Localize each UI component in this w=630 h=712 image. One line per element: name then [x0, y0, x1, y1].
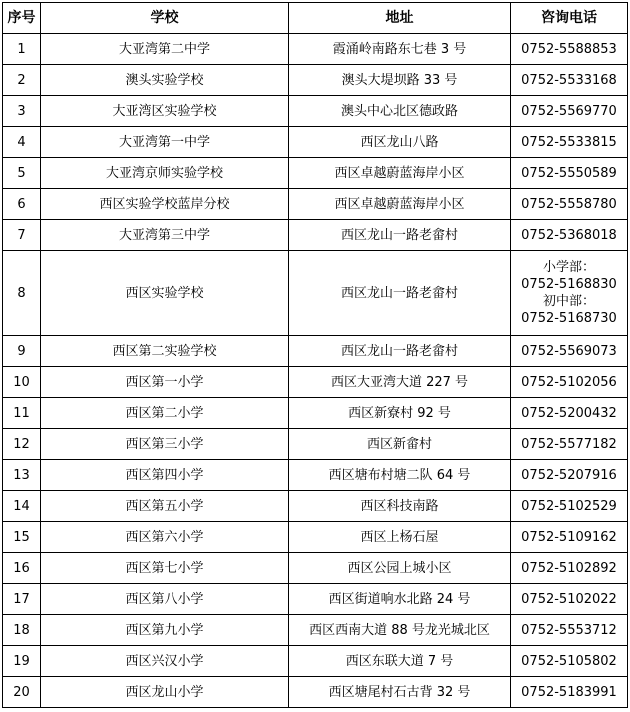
- table-row: [3, 34, 628, 65]
- phone-cell: [511, 615, 628, 646]
- row-number: 9: [3, 336, 41, 367]
- header-phone: 咨询电话: [511, 3, 628, 34]
- phone-cell: [511, 398, 628, 429]
- row-number: 17: [3, 584, 41, 615]
- table-row: [3, 646, 628, 677]
- school-address: 西区龙山一路老畲村: [289, 220, 511, 251]
- phone-number: 0752-5558780: [521, 196, 617, 212]
- school-address: 西区龙山八路: [289, 127, 511, 158]
- phone-number: 0752-5183991: [521, 684, 617, 700]
- table-row: [3, 584, 628, 615]
- table-row: [3, 429, 628, 460]
- phone-number: 0752-5550589: [521, 165, 617, 181]
- phone-cell: [511, 189, 628, 220]
- header-number: 序号: [3, 3, 41, 34]
- phone-cell: [511, 677, 628, 708]
- phone-cell: [511, 429, 628, 460]
- table-row: [3, 189, 628, 220]
- school-name: 大亚湾第一中学: [41, 127, 289, 158]
- row-number: 11: [3, 398, 41, 429]
- phone-number: 0752-5368018: [521, 227, 617, 243]
- row-number: 8: [3, 251, 41, 336]
- school-name: 西区第四小学: [41, 460, 289, 491]
- phone-number: 0752-5207916: [521, 467, 617, 483]
- phone-cell: [511, 491, 628, 522]
- school-name: 西区第一小学: [41, 367, 289, 398]
- table-row: [3, 336, 628, 367]
- phone-cell: [511, 522, 628, 553]
- row-number: 14: [3, 491, 41, 522]
- phone-cell: [511, 220, 628, 251]
- table-row: [3, 553, 628, 584]
- school-name: 西区第五小学: [41, 491, 289, 522]
- table-row: [3, 158, 628, 189]
- phone-cell: [511, 127, 628, 158]
- school-address: 西区街道响水北路 24 号: [289, 584, 511, 615]
- school-address: 澳头大堤坝路 33 号: [289, 65, 511, 96]
- school-name: 西区第二实验学校: [41, 336, 289, 367]
- row-number: 16: [3, 553, 41, 584]
- school-name: 西区第二小学: [41, 398, 289, 429]
- row-number: 15: [3, 522, 41, 553]
- phone-number: 0752-5553712: [521, 622, 617, 638]
- school-name: 大亚湾京师实验学校: [41, 158, 289, 189]
- phone-cell: [511, 96, 628, 127]
- school-name: 西区第六小学: [41, 522, 289, 553]
- row-number: 1: [3, 34, 41, 65]
- school-table: [2, 2, 628, 708]
- phone-cell: [511, 158, 628, 189]
- phone-number: 0752-5102022: [521, 591, 617, 607]
- row-number: 6: [3, 189, 41, 220]
- table-row: [3, 96, 628, 127]
- phone-number: 0752-5168830: [521, 277, 617, 292]
- row-number: 3: [3, 96, 41, 127]
- school-address: 西区卓越蔚蓝海岸小区: [289, 189, 511, 220]
- phone-number: 0752-5569770: [521, 103, 617, 119]
- phone-cell: [511, 251, 628, 336]
- row-number: 19: [3, 646, 41, 677]
- phone-cell: [511, 34, 628, 65]
- table-row: [3, 367, 628, 398]
- table-row: [3, 398, 628, 429]
- school-address: 西区塘尾村石古背 32 号: [289, 677, 511, 708]
- school-address: 西区西南大道 88 号龙光城北区: [289, 615, 511, 646]
- phone-number: 0752-5109162: [521, 529, 617, 545]
- school-name: 西区实验学校蓝岸分校: [41, 189, 289, 220]
- school-address: 西区科技南路: [289, 491, 511, 522]
- phone-number: 0752-5102892: [521, 560, 617, 576]
- school-address: 西区新畲村: [289, 429, 511, 460]
- row-number: 18: [3, 615, 41, 646]
- school-address: 西区新寮村 92 号: [289, 398, 511, 429]
- phone-cell: [511, 584, 628, 615]
- school-name: 澳头实验学校: [41, 65, 289, 96]
- table-body: [3, 34, 628, 708]
- row-number: 2: [3, 65, 41, 96]
- table-row: [3, 220, 628, 251]
- phone-number: 初中部：: [542, 294, 595, 309]
- school-name: 大亚湾区实验学校: [41, 96, 289, 127]
- school-name: 西区第九小学: [41, 615, 289, 646]
- school-name: 西区兴汉小学: [41, 646, 289, 677]
- row-number: 5: [3, 158, 41, 189]
- school-name: 西区龙山小学: [41, 677, 289, 708]
- header-row: [3, 3, 628, 34]
- school-address: 西区公园上城小区: [289, 553, 511, 584]
- phone-number: 0752-5105802: [521, 653, 617, 669]
- school-name: 西区第八小学: [41, 584, 289, 615]
- school-address: 西区大亚湾大道 227 号: [289, 367, 511, 398]
- school-name: 大亚湾第二中学: [41, 34, 289, 65]
- phone-number: 小学部：: [542, 260, 595, 275]
- table-row: [3, 677, 628, 708]
- school-name: 大亚湾第三中学: [41, 220, 289, 251]
- table-row: [3, 615, 628, 646]
- phone-cell: [511, 553, 628, 584]
- school-address: 西区卓越蔚蓝海岸小区: [289, 158, 511, 189]
- school-name: 西区第三小学: [41, 429, 289, 460]
- phone-number: 0752-5200432: [521, 405, 617, 421]
- phone-number: 0752-5577182: [521, 436, 617, 452]
- table-row: [3, 491, 628, 522]
- phone-cell: [511, 65, 628, 96]
- row-number: 13: [3, 460, 41, 491]
- phone-number: 0752-5533815: [521, 134, 617, 150]
- table-row: [3, 251, 628, 336]
- row-number: 10: [3, 367, 41, 398]
- header-school: 学校: [41, 3, 289, 34]
- row-number: 7: [3, 220, 41, 251]
- phone-number: 0752-5569073: [521, 343, 617, 359]
- school-address: 西区龙山一路老畲村: [289, 336, 511, 367]
- school-name: 西区第七小学: [41, 553, 289, 584]
- phone-cell: [511, 646, 628, 677]
- phone-number: 0752-5533168: [521, 72, 617, 88]
- phone-number: 0752-5102529: [521, 498, 617, 514]
- row-number: 20: [3, 677, 41, 708]
- phone-number: 0752-5102056: [521, 374, 617, 390]
- school-address: 西区东联大道 7 号: [289, 646, 511, 677]
- school-address: 西区龙山一路老畲村: [289, 251, 511, 336]
- row-number: 4: [3, 127, 41, 158]
- phone-number: 0752-5168730: [521, 311, 617, 326]
- table-row: [3, 65, 628, 96]
- phone-cell: [511, 367, 628, 398]
- row-number: 12: [3, 429, 41, 460]
- table-row: [3, 127, 628, 158]
- header-address: 地址: [289, 3, 511, 34]
- school-name: 西区实验学校: [41, 251, 289, 336]
- phone-cell: [511, 460, 628, 491]
- phone-number: 0752-5588853: [521, 41, 617, 57]
- school-address: 澳头中心北区德政路: [289, 96, 511, 127]
- school-address: 西区上杨石屋: [289, 522, 511, 553]
- phone-cell: [511, 336, 628, 367]
- table-row: [3, 522, 628, 553]
- table-row: [3, 460, 628, 491]
- school-address: 西区塘布村塘二队 64 号: [289, 460, 511, 491]
- school-address: 霞涌岭南路东七巷 3 号: [289, 34, 511, 65]
